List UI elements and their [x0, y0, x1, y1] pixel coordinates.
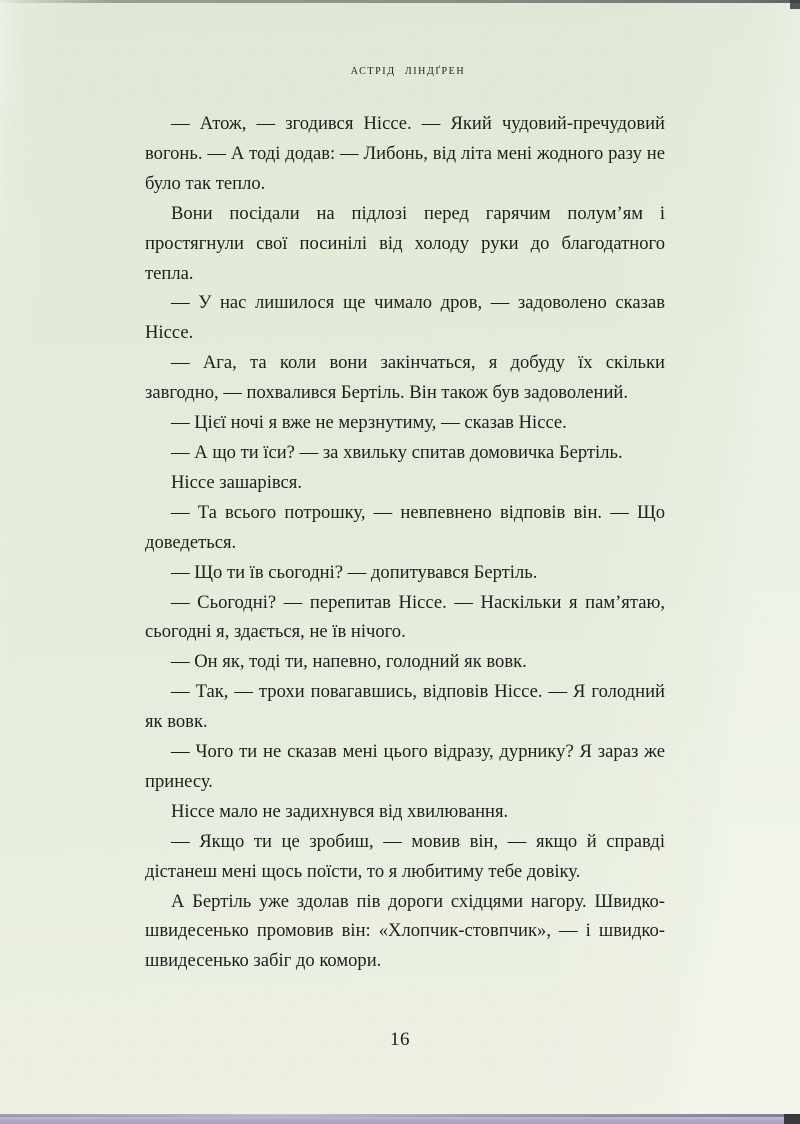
paragraph: Вони посідали на підлозі перед гарячим полум’ям і простягнули свої посинілі від холоду руки до благодатного тепла.	[145, 202, 665, 284]
paragraph: Ніссе мало не задихнувся від хвилювання.	[171, 800, 509, 822]
paragraph: — Чого ти не сказав мені цього відразу, дурнику? Я зараз же принесу.	[145, 741, 665, 792]
scan-top-edge	[0, 0, 800, 3]
paragraph: — Атож, — згодився Ніссе. — Який чудовий-пречудовий вогонь. — А тоді додав: — Либонь, від літа мені жодного разу не було так тепло.	[145, 113, 665, 194]
paragraph: — Цієї ночі я вже не мерзнутиму, — сказав Ніссе.	[171, 412, 567, 434]
paragraph: — Що ти їв сьогодні? — допитувався Бертіль.	[171, 561, 538, 583]
paragraph: — У нас лишилося ще чимало дров, — задоволено сказав Ніссе.	[145, 292, 665, 344]
paragraph: — Ага, та коли вони закінчаться, я добуду їх скільки завгодно, — похвалився Бертіль. Він також був задоволений.	[145, 352, 665, 404]
paragraph: — Сьогодні? — перепитав Ніссе. — Наскільки я пам’ятаю, сьогодні я, здається, не їв нічого.	[145, 591, 665, 643]
scan-corner-artifact	[790, 0, 800, 9]
paragraph: — А що ти їси? — за хвильку спитав домовичка Бертіль.	[171, 441, 623, 463]
paragraph: А Бертіль уже здолав пів дороги східцями нагору. Швидко-швидесенько промовив він: «Хлопчик-стовпчик», — і швидко-швидесенько забіг до комори.	[145, 890, 665, 972]
page-number: 16	[390, 1029, 410, 1050]
paragraph: — Якщо ти це зробиш, — мовив він, — якщо й справді дістанеш мені щось поїсти, то я любитиму тебе довіку.	[145, 830, 665, 882]
body-text	[145, 109, 665, 976]
paragraph: — Та всього потрошку, — невпевнено відповів він. — Що доведеться.	[145, 501, 665, 553]
paragraph: — Так, — трохи повагавшись, відповів Ніссе. — Я голодний як вовк.	[145, 681, 665, 733]
page-text-column	[145, 62, 665, 976]
scan-bottom-edge	[0, 1114, 800, 1124]
paragraph: Ніссе зашарівся.	[171, 471, 302, 493]
paragraph: — Он як, тоді ти, напевно, голодний як вовк.	[171, 651, 527, 673]
running-head-author: астрід ліндґрен	[350, 62, 466, 78]
